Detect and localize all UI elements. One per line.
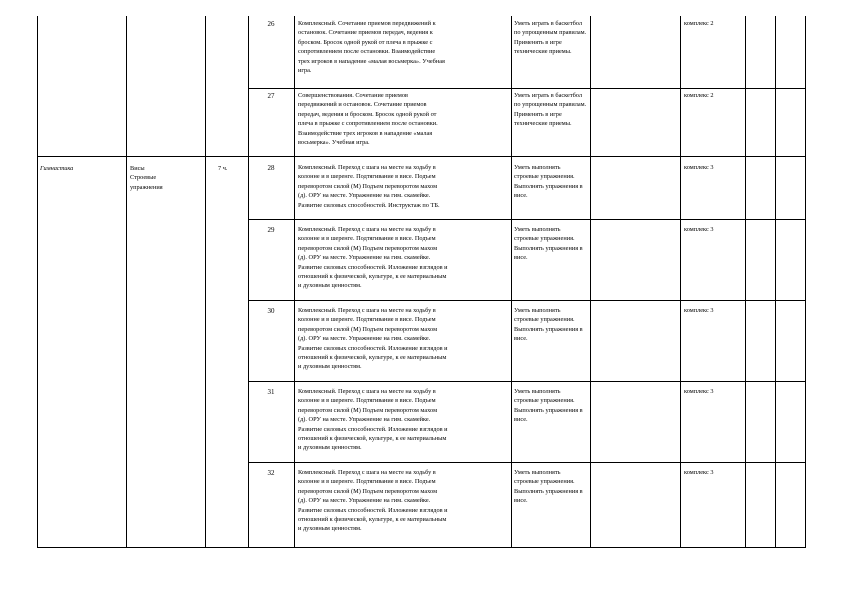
lesson-number: 31 bbox=[267, 388, 275, 396]
lesson-type: комплекс 3 bbox=[684, 164, 714, 171]
row-divider bbox=[248, 219, 806, 220]
lesson-requirements: Уметь выполнять строевые упражнения. Выполнять упражнения в висе. bbox=[514, 469, 583, 505]
lesson-type: комплекс 3 bbox=[684, 226, 714, 233]
table-border bbox=[511, 16, 512, 548]
lesson-type: комплекс 2 bbox=[684, 20, 714, 27]
lesson-number: 30 bbox=[267, 307, 275, 315]
table-border bbox=[805, 16, 806, 548]
lesson-number: 26 bbox=[267, 20, 275, 28]
lesson-requirements: Уметь выполнять строевые упражнения. Выполнять упражнения в висе. bbox=[514, 164, 583, 200]
lesson-content: Комплексный. Сочетание приемов передвижений к остановок. Сочетание приемов передач, ведения к броском. Бросок одной рукой от плеча в прыжке с сопротивлением после остановки. Взаимодействие трех игроков в нападение «малая восьмерка». Учебная игра. bbox=[298, 20, 445, 75]
table-border bbox=[590, 16, 591, 548]
lesson-type: комплекс 3 bbox=[684, 307, 714, 314]
lesson-number: 29 bbox=[267, 226, 275, 234]
row-divider bbox=[248, 300, 806, 301]
lesson-content: Совершенствования. Сочетание приемов передвижений и остановок. Сочетание приемов передач, ведения и броском. Бросок одной рукой от плеча в прыжке с сопротивлением после остановки. Взаимодействие трех игроков в нападение «малая восьмерка». Учебная игра. bbox=[298, 92, 438, 147]
lesson-content: Комплексный. Переход с шага на месте на ходьбу в колонне и в шеренге. Подтягивание в висе. Подъем переворотом силой (М) Подъем переворотом махом (д). ОРУ на месте. Упражнение на гим. скамейке. Развитие силовых способностей. Изложение взглядов и отношений к физической, культуре, к ее материальным и духовным ценностям. bbox=[298, 469, 448, 533]
lesson-requirements: Уметь играть в баскетбол по упрощенным правилам. Применять в игре технические приемы. bbox=[514, 92, 587, 128]
lesson-content: Комплексный. Переход с шага на месте на ходьбу в колонне и в шеренге. Подтягивание в висе. Подъем переворотом силой (М) Подъем переворотом махом (д). ОРУ на месте. Упражнение на гим. скамейке. Развитие силовых способностей. Изложение взглядов и отношений к физической, культуре, к ее материальным и духовным ценностям. bbox=[298, 307, 448, 371]
table-border bbox=[294, 16, 295, 548]
table-bottom-border bbox=[37, 547, 806, 548]
lesson-content: Комплексный. Переход с шага на месте на ходьбу в колонне и в шеренге. Подтягивание в висе. Подъем переворотом силой (М) Подъем переворотом махом (д). ОРУ на месте. Упражнение на гим. скамейке. Развитие силовых способностей. Изложение взглядов и отношений к физической, культуре, к ее материальным и духовным ценностям. bbox=[298, 388, 448, 452]
row-divider bbox=[248, 462, 806, 463]
lesson-content: Комплексный. Переход с шага на месте на ходьбу в колонне и в шеренге. Подтягивание в висе. Подъем переворотом силой (М) Подъем переворотом махом (д). ОРУ на месте. Упражнение на гим. скамейке. Развитие силовых способностей. Инструктаж по ТБ. bbox=[298, 164, 440, 209]
lesson-number: 28 bbox=[267, 164, 275, 172]
section-topic: Висы Строевые упражнения bbox=[130, 165, 163, 191]
table-border bbox=[37, 16, 38, 548]
lesson-requirements: Уметь выполнять строевые упражнения. Выполнять упражнения в висе. bbox=[514, 226, 583, 262]
section-name: Гимнастика bbox=[40, 165, 74, 172]
table-border bbox=[745, 16, 746, 548]
table-border bbox=[205, 16, 206, 548]
table-border bbox=[126, 16, 127, 548]
table-border bbox=[680, 16, 681, 548]
lesson-content: Комплексный. Переход с шага на месте на ходьбу в колонне и в шеренге. Подтягивание в висе. Подъем переворотом силой (М) Подъем переворотом махом (д). ОРУ на месте. Упражнение на гим. скамейке. Развитие силовых способностей. Изложение взглядов и отношений к физической, культуре, к ее материальным и духовным ценностям. bbox=[298, 226, 448, 290]
lesson-type: комплекс 3 bbox=[684, 469, 714, 476]
row-divider bbox=[37, 156, 806, 157]
lesson-requirements: Уметь выполнять строевые упражнения. Выполнять упражнения в висе. bbox=[514, 388, 583, 424]
lesson-type: комплекс 3 bbox=[684, 388, 714, 395]
lesson-type: комплекс 2 bbox=[684, 92, 714, 99]
lesson-requirements: Уметь выполнять строевые упражнения. Выполнять упражнения в висе. bbox=[514, 307, 583, 343]
row-divider bbox=[248, 88, 806, 89]
section-hours: 7 ч. bbox=[218, 165, 228, 172]
lesson-number: 32 bbox=[267, 469, 275, 477]
row-divider bbox=[248, 381, 806, 382]
table-border bbox=[775, 16, 776, 548]
table-border bbox=[248, 16, 249, 548]
lesson-requirements: Уметь играть в баскетбол по упрощенным правилам. Применять в игре технические приемы. bbox=[514, 20, 587, 56]
lesson-number: 27 bbox=[267, 92, 275, 100]
